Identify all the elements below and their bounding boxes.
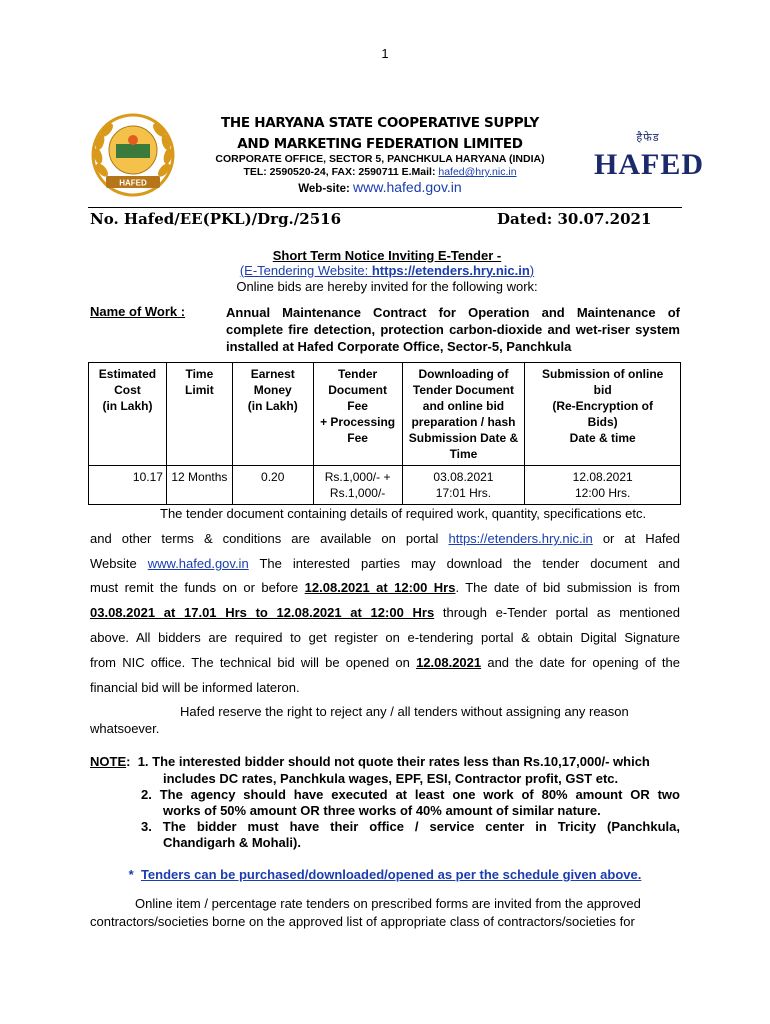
header-submission-date: Submission of online bid (Re-Encryption of Bids) Date & time: [525, 363, 681, 466]
table-header-row: [89, 363, 681, 466]
reference-date: Dated: 30.07.2021: [497, 210, 652, 228]
website-link[interactable]: www.hafed.gov.in: [353, 179, 462, 195]
note-item-1: NOTE: 1. The interested bidder should not quote their rates less than Rs.10,17,000/- which: [90, 754, 650, 769]
footer-line-1: Online item / percentage rate tenders on prescribed forms are invited from the approved: [135, 896, 641, 911]
header-earnest-money: Earnest Money (in Lakh): [232, 363, 313, 466]
hafed-website-link[interactable]: www.hafed.gov.in: [147, 556, 249, 571]
notice-sub-prefix: (E-Tendering Website:: [239, 263, 372, 278]
body-line-7: from NIC office. The technical bid will be opened on 12.08.2021 and the date for opening of the: [90, 655, 680, 670]
org-website: [195, 179, 565, 195]
notice-intro: Online bids are hereby invited for the following work:: [236, 279, 538, 294]
work-description: Annual Maintenance Contract for Operation and Maintenance of complete fire detection, protection carbon-dioxide and wet-riser system installed at Hafed Corporate Office, Sector-5, Panchkula: [226, 305, 680, 354]
org-title-line2: AND MARKETING FEDERATION LIMITED: [237, 136, 523, 152]
note-item-3: 3. The bidder must have their office / service center in Tricity (Panchkula,: [141, 819, 680, 834]
cell-emd: 0.20: [232, 466, 313, 505]
body-line-4: must remit the funds on or before 12.08.2021 at 12:00 Hrs. The date of bid submission is from: [90, 580, 680, 595]
asterisk: *: [128, 867, 134, 882]
work-label: Name of Work :: [90, 304, 186, 319]
body-p2-line-2: whatsoever.: [90, 721, 160, 736]
contact-text: TEL: 2590520-24, FAX: 2590711 E.Mail:: [243, 166, 439, 178]
cell-submission: 12.08.2021 12:00 Hrs.: [525, 466, 681, 505]
page-number: 1: [381, 46, 389, 61]
cell-download: 03.08.2021 17:01 Hrs.: [402, 466, 525, 505]
footer-line-2: contractors/societies borne on the approved list of appropriate class of contractors/societies for: [90, 914, 635, 929]
org-contact: [195, 166, 565, 178]
cell-cost: 10.17: [89, 466, 167, 505]
email-link[interactable]: hafed@hry.nic.in: [438, 166, 517, 178]
hafed-emblem-logo: [88, 110, 178, 200]
note-item-1-cont: includes DC rates, Panchkula wages, EPF, ESI, Contractor profit, GST etc.: [163, 771, 619, 786]
cell-fee: Rs.1,000/- + Rs.1,000/-: [313, 466, 402, 505]
body-line-5: 03.08.2021 at 17.01 Hrs to 12.08.2021 at 12:00 Hrs through e-Tender portal as mentioned: [90, 605, 681, 620]
body-line-3: Website www.hafed.gov.in The interested parties may download the tender document and: [90, 556, 680, 571]
header-tender-fee: Tender Document Fee + Processing Fee: [313, 363, 402, 466]
header-divider: [88, 207, 682, 208]
org-title-line1: THE HARYANA STATE COOPERATIVE SUPPLY: [221, 115, 539, 131]
note-item-2-cont: works of 50% amount OR three works of 40% amount of similar nature.: [163, 803, 601, 818]
org-address: CORPORATE OFFICE, SECTOR 5, PANCHKULA HARYANA (INDIA): [215, 153, 545, 165]
schedule-note: [90, 867, 680, 882]
portal-link[interactable]: https://etenders.hry.nic.in: [448, 531, 593, 546]
body-line-8: financial bid will be informed lateron.: [90, 680, 300, 695]
notice-sub-suffix: ): [529, 263, 535, 278]
body-line-6: above. All bidders are required to get register on e-tendering portal & obtain Digital Signature: [90, 630, 680, 645]
hafed-logo-hindi: हैफेड: [636, 131, 660, 144]
etenders-link[interactable]: https://etenders.hry.nic.in: [371, 263, 530, 278]
tender-table: [88, 362, 681, 505]
emblem-text: HAFED: [119, 178, 147, 188]
header-time-limit: Time Limit: [166, 363, 232, 466]
notice-subtitle: [90, 263, 684, 278]
schedule-note-text: Tenders can be purchased/downloaded/opened as per the schedule given above.: [140, 867, 642, 882]
note-item-3-cont: Chandigarh & Mohali).: [163, 835, 301, 850]
cell-time: 12 Months: [166, 466, 232, 505]
notice-title: Short Term Notice Inviting E-Tender -: [272, 248, 502, 263]
header-estimated-cost: Estimated Cost (in Lakh): [89, 363, 167, 466]
body-line-2: and other terms & conditions are available on portal https://etenders.hry.nic.in or at Hafed: [90, 531, 680, 546]
note-item-2: 2. The agency should have executed at least one work of 80% amount OR two: [141, 787, 680, 802]
note-label: NOTE: [90, 754, 127, 769]
organization-title: [195, 113, 565, 155]
hafed-logo-wordmark: HAFED: [594, 148, 704, 181]
body-line-1: The tender document containing details of required work, quantity, specifications etc.: [160, 506, 647, 521]
header-download-date: Downloading of Tender Document and online bid preparation / hash Submission Date & Time: [402, 363, 525, 466]
website-label: Web-site:: [298, 183, 354, 195]
body-p2-line-1: Hafed reserve the right to reject any / all tenders without assigning any reason: [180, 704, 629, 719]
hafed-brand-logo: [588, 130, 708, 188]
reference-number: No. Hafed/EE(PKL)/Drg./2516: [90, 210, 342, 228]
table-row: [89, 466, 681, 505]
